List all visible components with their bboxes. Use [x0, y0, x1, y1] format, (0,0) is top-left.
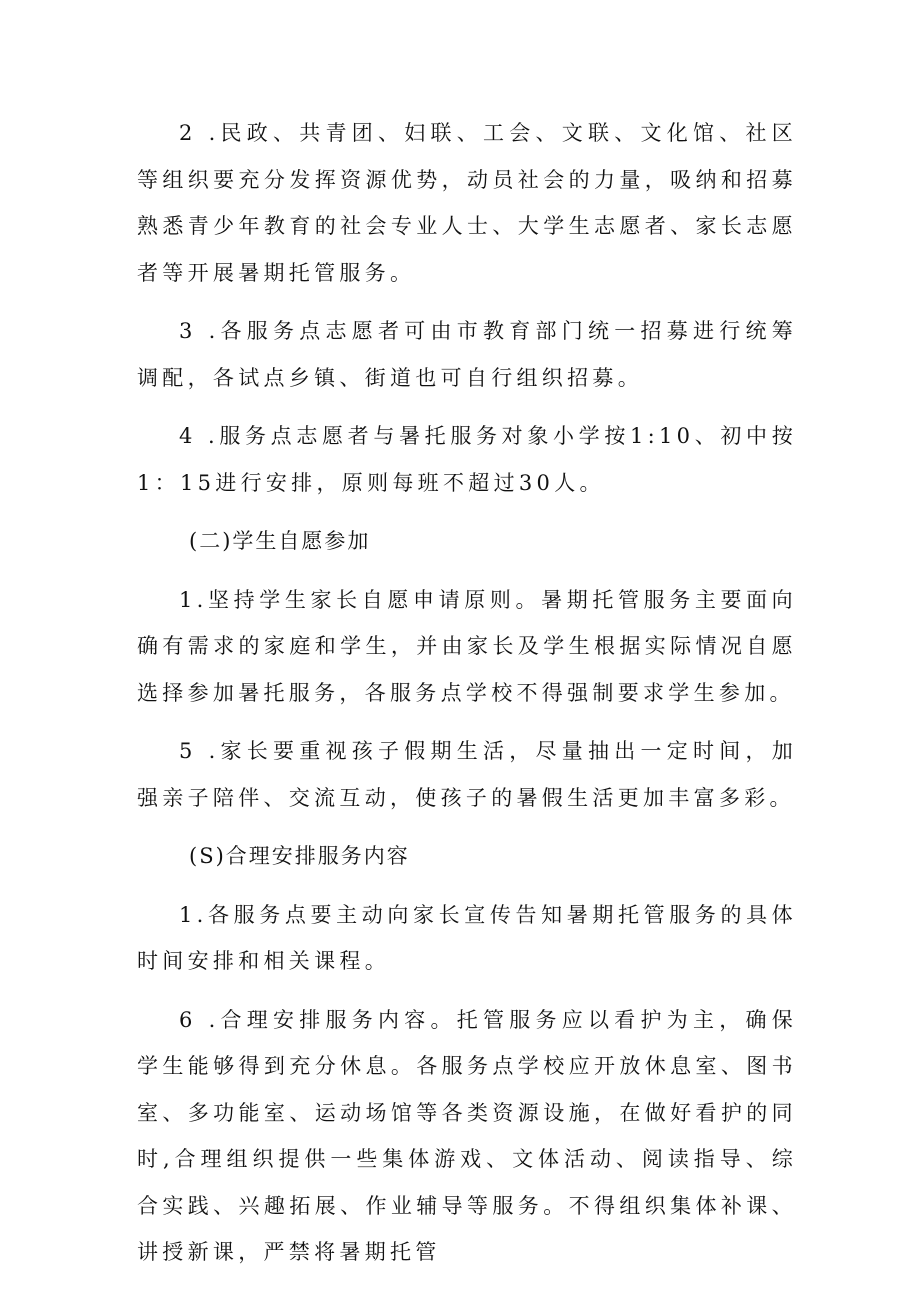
- paragraph-volunteer-organizations: 2 .民政、共青团、妇联、工会、文联、文化馆、社区等组织要充分发挥资源优势，动员社会的力量，吸纳和招募熟悉青少年教育的社会专业人士、大学生志愿者、家长志愿者等开展暑期托管服务。: [137, 121, 797, 285]
- paragraph-voluntary-principle: 1.坚持学生家长自愿申请原则。暑期托管服务主要面向确有需求的家庭和学生，并由家长及学生根据实际情况自愿选择参加暑托服务，各服务点学校不得强制要求学生参加。: [137, 587, 797, 705]
- paragraph-arrange-content: 6 .合理安排服务内容。托管服务应以看护为主，确保学生能够得到充分休息。各服务点学校应开放休息室、图书室、多功能室、运动场馆等各类资源设施，在做好看护的同时,合理组织提供一些集体游戏、文体活动、阅读指导、综合实践、兴趣拓展、作业辅导等服务。不得组织集体补课、讲授新课，严禁将暑期托管: [137, 1007, 797, 1264]
- paragraph-volunteer-recruitment: 3 .各服务点志愿者可由市教育部门统一招募进行统筹调配，各试点乡镇、街道也可自行组织招募。: [137, 319, 797, 390]
- paragraph-publicize-schedule: 1.各服务点要主动向家长宣传告知暑期托管服务的具体时间安排和相关课程。: [137, 902, 797, 973]
- document-body: [137, 110, 797, 1288]
- section-heading-voluntary-participation: (二)学生自愿参加: [189, 529, 371, 553]
- paragraph-parent-companionship: 5 .家长要重视孩子假期生活，尽量抽出一定时间，加强亲子陪伴、交流互动，使孩子的暑假生活更加丰富多彩。: [137, 739, 797, 810]
- paragraph-volunteer-ratio: 4 .服务点志愿者与暑托服务对象小学按1:10、初中按1：15进行安排，原则每班不超过30人。: [137, 424, 797, 495]
- section-heading-service-content: (S)合理安排服务内容: [189, 844, 410, 868]
